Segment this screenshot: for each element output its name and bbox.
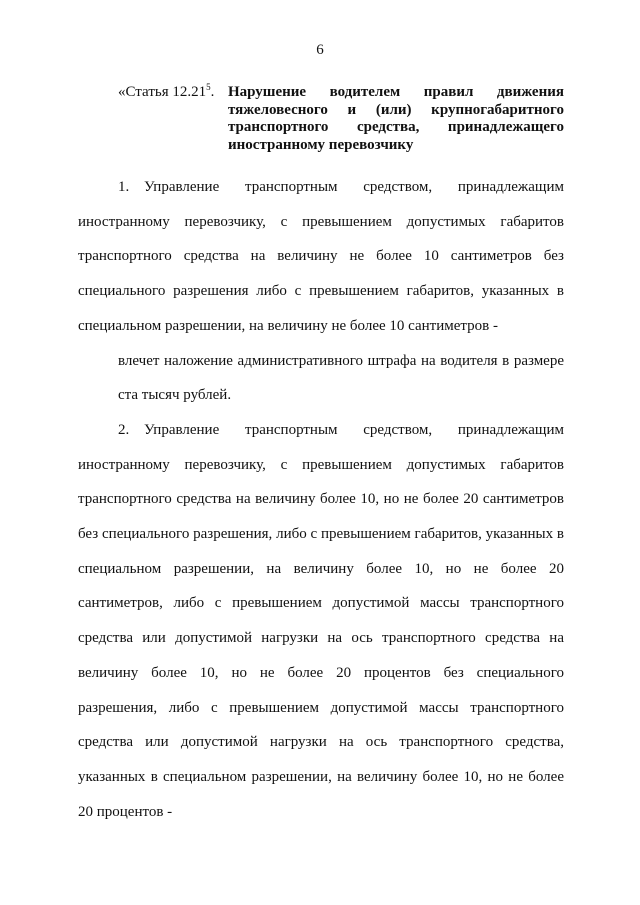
article-label-prefix: «Статья 12.21 bbox=[118, 84, 207, 100]
item-1-text: Управление транспортным средством, принадлежащим иностранному перевозчику, с превышением допустимых габаритов транспортного средства на величину не более 10 сантиметров без специального разрешения либо с превышением габаритов, указанных в специальном разрешении, на величину не более 10 сантиметров - bbox=[78, 179, 564, 334]
item-1-paragraph bbox=[78, 170, 564, 344]
item-1-number: 1. bbox=[118, 179, 130, 195]
page-number: 6 bbox=[316, 42, 324, 58]
article-label-superscript: 5 bbox=[206, 82, 211, 92]
item-2-text: Управление транспортным средством, принадлежащим иностранному перевозчику, с превышением допустимых габаритов транспортного средства на величину более 10, но не более 20 сантиметров без специального разрешения, либо с превышением габаритов, указанных в специальном разрешении, на величину более 10, но не более 20 сантиметров, либо с превышением допустимой массы транспортного средства или допустимой нагрузки на ось транспортного средства на величину более 10, но не более 20 процентов без специального разрешения, либо с превышением допустимой массы транспортного средства или допустимой нагрузки на ось транспортного средства, указанных в специальном разрешении, на величину более 10, но не более 20 процентов - bbox=[78, 421, 564, 820]
article-heading bbox=[118, 84, 564, 154]
article-label-suffix: . bbox=[210, 84, 215, 100]
item-2-number: 2. bbox=[118, 421, 130, 438]
article-label bbox=[118, 84, 228, 154]
item-2-paragraph bbox=[78, 413, 564, 829]
item-1-sanction: влечет наложение административного штрафа на водителя в размере ста тысяч рублей. bbox=[118, 352, 564, 404]
article-title: Нарушение водителем правил движения тяжеловесного и (или) крупногабаритного транспортного средства, принадлежащего иностранному перевозчику bbox=[228, 84, 564, 153]
document-body bbox=[78, 170, 564, 829]
